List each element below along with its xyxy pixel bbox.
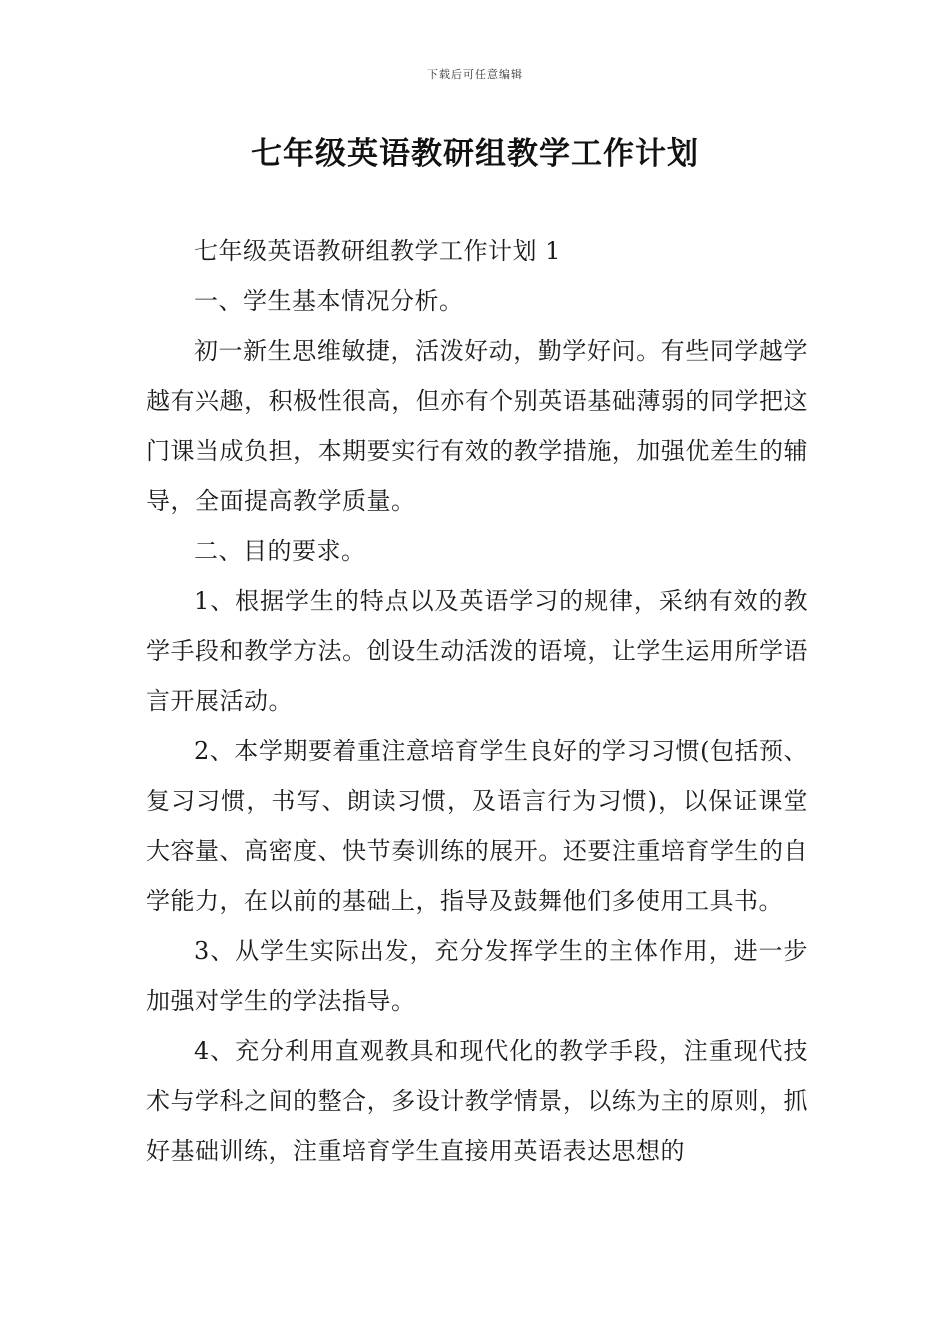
subtitle-paragraph: 七年级英语教研组教学工作计划 1 (194, 237, 561, 265)
body-paragraph: 4、充分利用直观教具和现代化的教学手段，注重现代技术与学科之间的整合，多设计教学情景，以练为主的原则，抓好基础训练，注重培育学生直接用英语表达思想的 (146, 1037, 808, 1165)
document-body (146, 226, 808, 1176)
section-heading-student-analysis: 一、学生基本情况分析。 (194, 287, 464, 315)
body-paragraph: 3、从学生实际出发，充分发挥学生的主体作用，进一步加强对学生的学法指导。 (146, 937, 808, 1015)
body-paragraph: 1、根据学生的特点以及英语学习的规律，采纳有效的教学手段和教学方法。创设生动活泼的语境，让学生运用所学语言开展活动。 (146, 587, 808, 715)
body-paragraph: 2、本学期要着重注意培育学生良好的学习习惯(包括预、复习习惯，书写、朗读习惯，及语言行为习惯)，以保证课堂大容量、高密度、快节奏训练的展开。还要注重培育学生的自学能力，在以前的基础上，指导及鼓舞他们多使用工具书。 (146, 737, 808, 915)
body-paragraph: 初一新生思维敏捷，活泼好动，勤学好问。有些同学越学越有兴趣，积极性很高，但亦有个别英语基础薄弱的同学把这门课当成负担，本期要实行有效的教学措施，加强优差生的辅导，全面提高教学质量。 (146, 337, 808, 515)
document-title: 七年级英语教研组教学工作计划 (251, 136, 699, 172)
page-header-note: 下载后可任意编辑 (427, 68, 523, 81)
section-heading-objectives: 二、目的要求。 (194, 537, 366, 565)
